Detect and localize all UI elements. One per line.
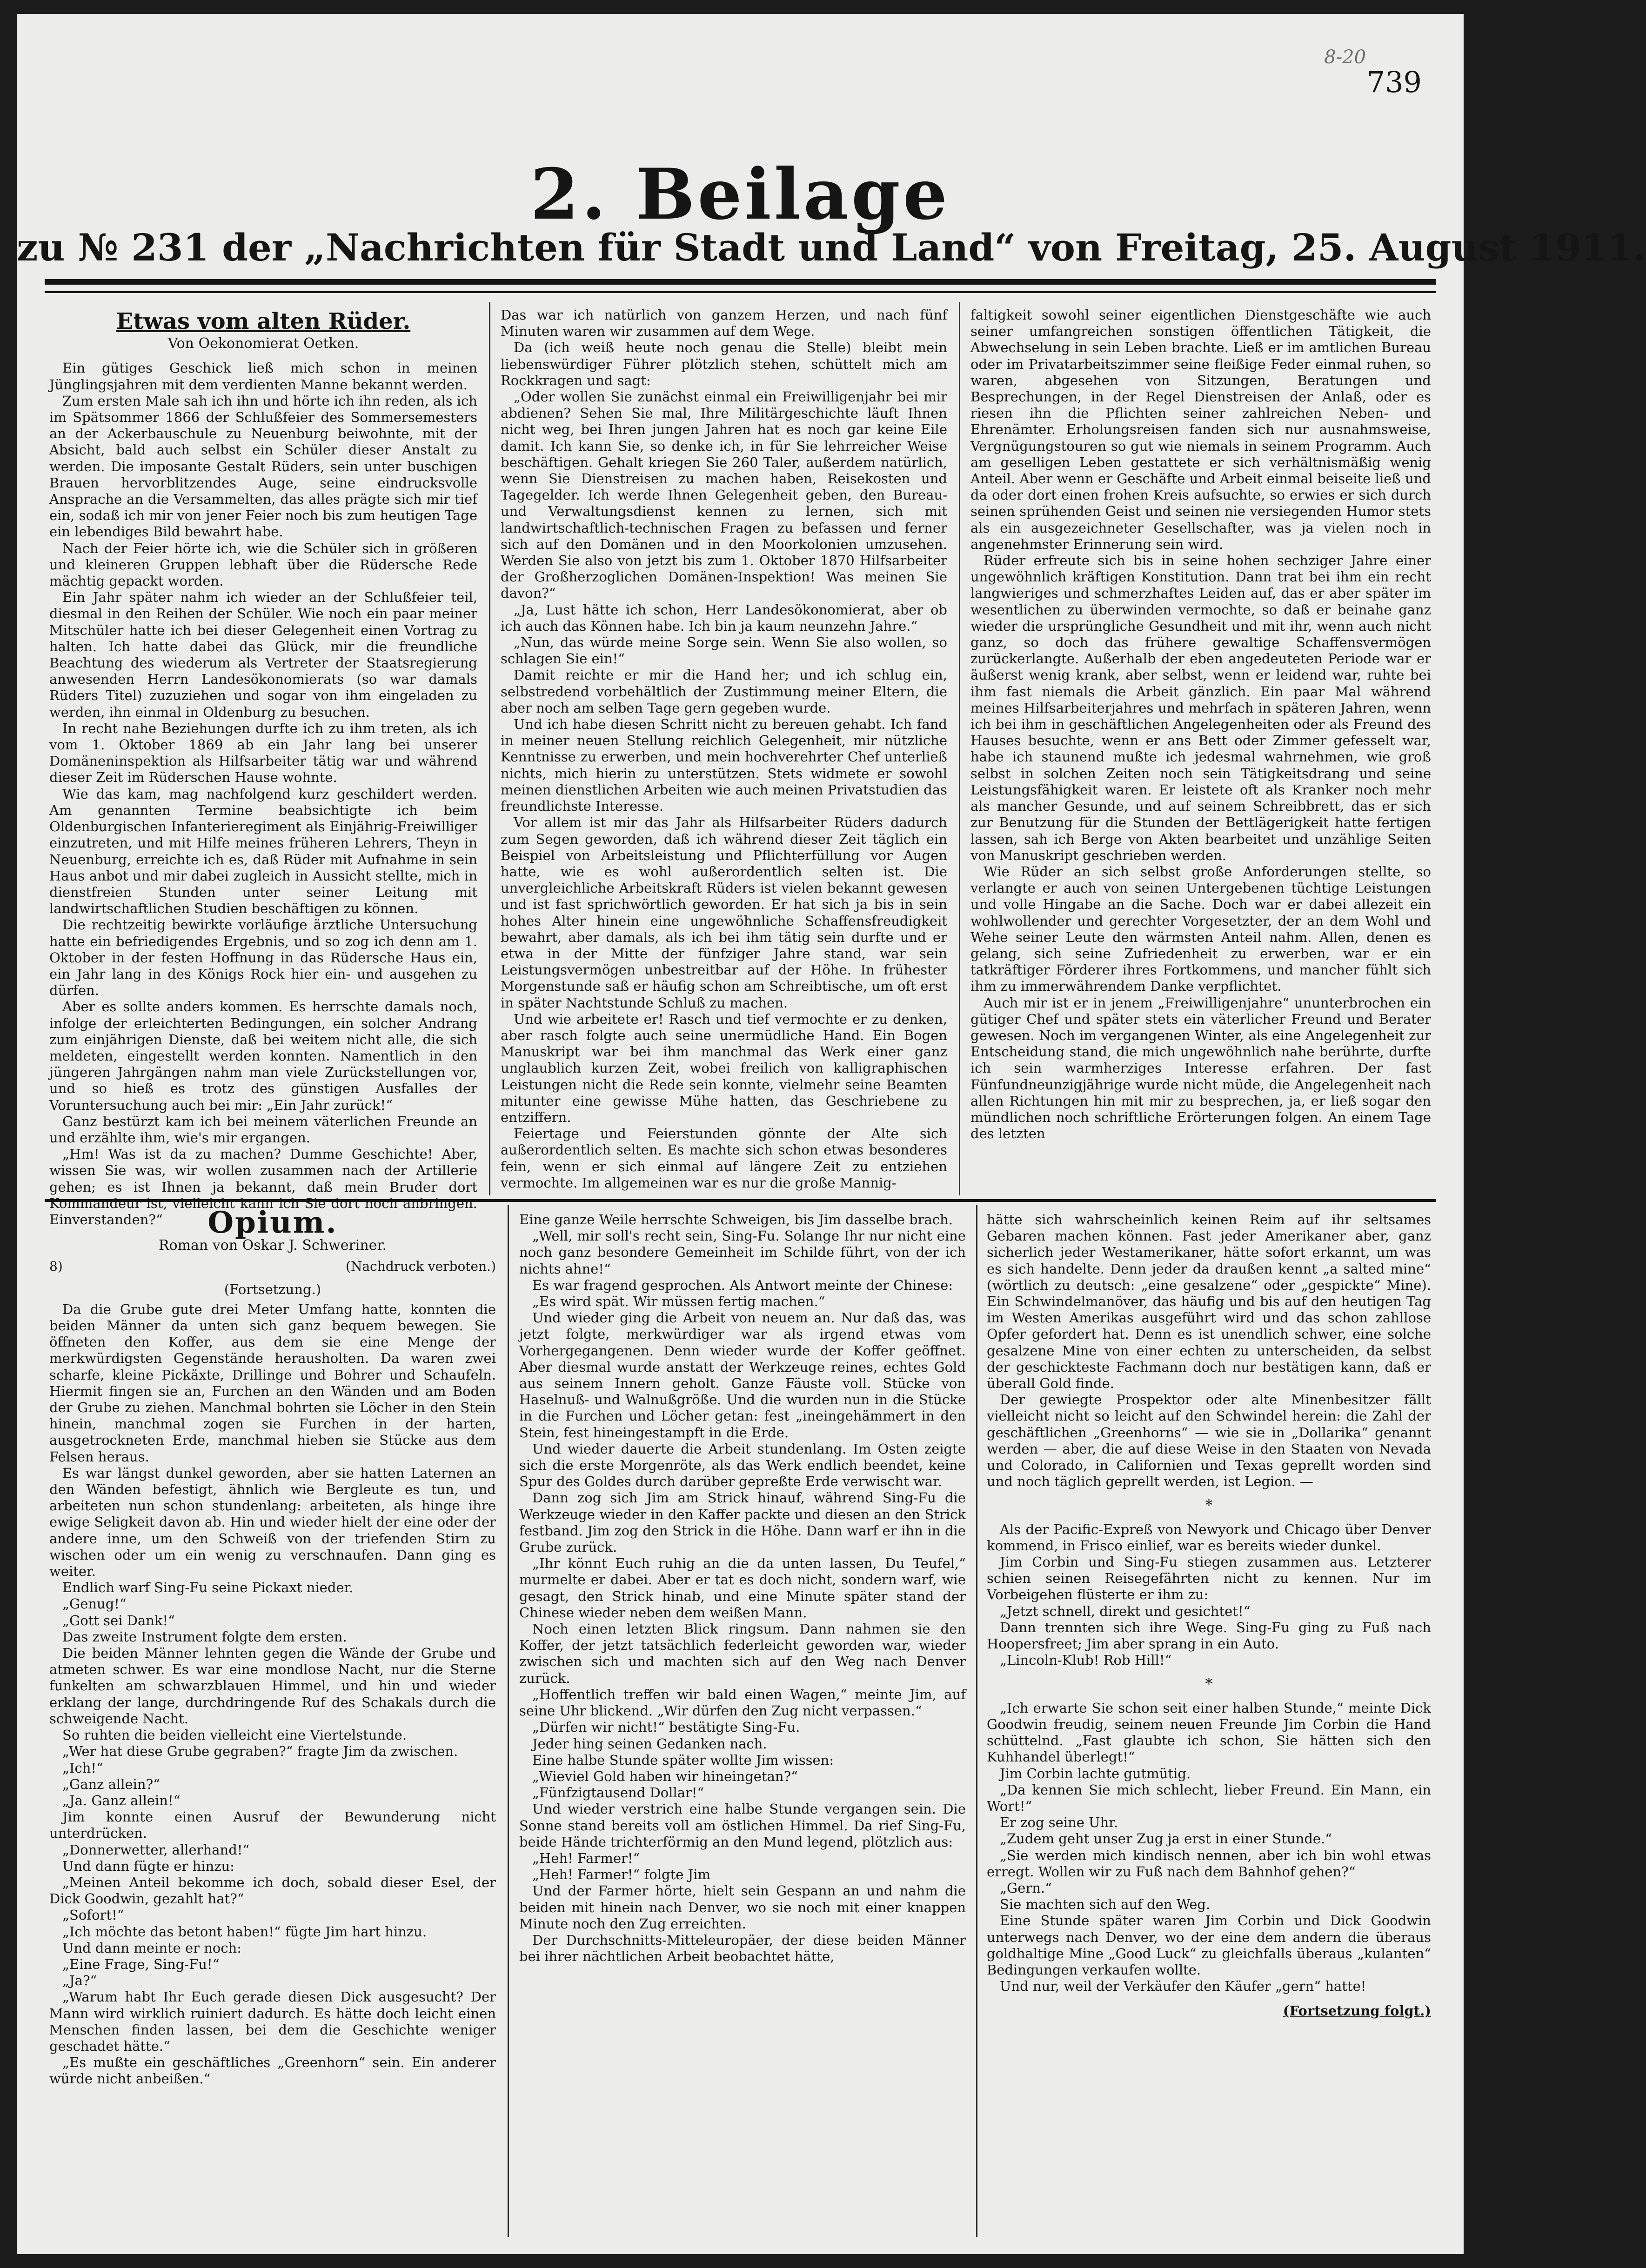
article-paragraph: „Ja, Lust hätte ich schon, Herr Landesökonomierat, aber ob ich auch das Können habe. Ich bin ja kaum neunzehn Jahre.“ <box>501 601 947 634</box>
page-number: 739 <box>1366 65 1422 99</box>
article-paragraph: Rüder erfreute sich bis in seine hohen sechziger Jahre einer ungewöhnlich kräftigen Konstitution. Dann trat bei ihm ein recht langwieriges und schmerzhaftes Leiden auf, das er aber später im wesentlichen zu überwinden vermochte, so daß er beinahe ganz wieder die ursprüngliche Gesundheit und mit ihr, wenn auch nicht ganz, so doch das frühere gewaltige Schaffensvermögen zurückerlangte. Außerhalb der eben angedeuteten Periode war er äußerst wenig krank, aber selbst, wenn er leidend war, ruhte bei ihm fast niemals die Arbeit gänzlich. Ein paar Mal während meines Hilfsarbeiterjahres und mehrfach in späteren Jahren, wenn ich bei ihm in geschäftlichen Angelegenheiten oder als Freund des Hauses besuchte, wenn er ans Bett oder Zimmer gefesselt war, habe ich staunend mußte ich jedesmal wahrnehmen, wie groß selbst in solchen Zeiten noch sein Tätigkeitsdrang und seine Leistungsfähigkeit waren. Er leistete oft als Kranker noch mehr als mancher Gesunde, und auf seinem Schreibbrett, das er sich zur Benutzung für die Stunden der Bettlägerigkeit hatte fertigen lassen, sah ich Berge von Akten bearbeitet und unzählige Seiten von Manuskript geschrieben werden. <box>970 553 1431 863</box>
article-title: Etwas vom alten Rüder. <box>116 308 411 334</box>
novel-paragraph: Sie machten sich auf den Weg. <box>1000 1896 1211 1913</box>
novel-paragraph: „Sie werden mich kindisch nennen, aber ich bin wohl etwas erregt. Wollen wir zu Fuß nach dem Bahnhof gehen?“ <box>987 1847 1431 1880</box>
novel-paragraph: „Heh! Farmer!“ <box>532 1850 640 1866</box>
novel-paragraph: Jim konnte einen Ausruf der Bewunderung nicht unterdrücken. <box>49 1809 496 1841</box>
novel-paragraph: „Well, mir soll's recht sein, Sing-Fu. Solange Ihr nur nicht eine noch ganz besondere Gemeinheit im Schilde führt, von der ich nichts ahne!“ <box>519 1228 966 1277</box>
article-paragraph: Vor allem ist mir das Jahr als Hilfsarbeiter Rüders dadurch zum Segen geworden, daß ich während dieser Zeit täglich ein Beispiel von Arbeitsleistung und Pflichterfüllung vor Augen hatte, wie es wohl außerordentlich selten ist. Die unvergleichliche Arbeitskraft Rüders ist vielen bekannt gewesen und ist fast sprichwörtlich geworden. Er hat sich ja bis in sein hohes Alter hinein eine ungewöhnliche Schaffensfreudigkeit bewahrt, aber damals, als ich bei ihm tätig sein durfte und er etwa in der Mitte der fünfziger Jahre stand, war sein Leistungsvermögen unbestreitbar auf der Höhe. In frühester Morgenstunde saß er häufig schon am Schreibtische, um oft erst in später Nachtstunde Schluß zu machen. <box>501 814 947 1011</box>
novel-paragraph: „Fünfzigtausend Dollar!“ <box>532 1785 704 1801</box>
novel-paragraph: „Ich!“ <box>62 1760 103 1776</box>
novel-paragraph: Eine halbe Stunde später wollte Jim wissen: <box>532 1752 834 1768</box>
novel-paragraph: „Gott sei Dank!“ <box>62 1612 175 1628</box>
novel-subtitle: Roman von Oskar J. Schweriner. <box>158 1237 387 1254</box>
supplement-title: 2. Beilage <box>530 153 950 235</box>
article-paragraph: Das war ich natürlich von ganzem Herzen, und nach fünf Minuten waren wir zusammen auf dem Wege. <box>501 307 947 340</box>
novel-paragraph: „Ihr könnt Euch ruhig an die da unten lassen, Du Teufel,“ murmelte er dabei. Aber er tat es doch nicht, sondern warf, wie gesagt, den Strick hinab, und eine Minute später stand der Chinese wieder neben dem weißen Mann. <box>519 1555 966 1621</box>
novel-paragraph: Und wieder dauerte die Arbeit stundenlang. Im Osten zeigte sich die erste Morgenröte, als das Werk endlich beendet, keine Spur des Goldes durch darüber gepreßte Erde verwischt war. <box>519 1441 966 1490</box>
article-paragraph: „Oder wollen Sie zunächst einmal ein Freiwilligenjahr bei mir abdienen? Sehen Sie mal, Ihre Militärgeschichte läuft Ihnen nicht weg, bei Ihren jungen Jahren hat es noch gar keine Eile damit. Ich kann Sie, so denke ich, in für Sie lehrreicher Weise beschäftigen. Gehalt kriegen Sie 260 Taler, außerdem natürlich, wenn Sie Dienstreisen zu machen haben, Reisekosten und Tagegelder. Ich werde Ihnen Gelegenheit geben, den Bureau- und Verwaltungsdienst kennen zu lernen, sich mit landwirtschaftlich-technischen Fragen zu befassen und ferner sich auf den Domänen und in den Moorkolonien umzusehen. Werden Sie also von jetzt bis zum 1. Oktober 1870 Hilfsarbeiter der Großherzoglichen Domänen-Inspektion! Was meinen Sie davon?“ <box>501 389 947 601</box>
article-paragraph: Ein gütiges Geschick ließ mich schon in meinen Jünglingsjahren mit dem verdienten Manne bekannt werden. <box>49 360 477 393</box>
novel-paragraph: Der Durchschnitts-Mitteleuropäer, der diese beiden Männer bei ihrer nächtlichen Arbeit beobachtet hätte, <box>519 1932 966 1965</box>
novel-paragraph: Jim Corbin lachte gutmütig. <box>1000 1765 1191 1781</box>
novel-paragraph: Dann zog sich Jim am Strick hinauf, während Sing-Fu die Werkzeuge wieder in den Kaffer packte und diesen an den Strick festband. Jim zog den Strick in die Höhe. Dann warf er ihn in die Grube zurück. <box>519 1490 966 1555</box>
article-paragraph: Nach der Feier hörte ich, wie die Schüler sich in größeren und kleineren Gruppen lebhaft über die Rüdersche Rede mächtig gepackt worden. <box>49 540 477 589</box>
novel-paragraph: Als der Pacific-Expreß von Newyork und Chicago über Denver kommend, in Frisco einlief, war es bereits wieder dunkel. <box>987 1521 1431 1554</box>
article-paragraph: Ein Jahr später nahm ich wieder an der Schlußfeier teil, diesmal in den Reihen der Schüler. Wie noch ein paar meiner Mitschüler hatte ich bei dieser Gelegenheit einen Vortrag zu halten. Ich hatte dabei das Glück, mir die freundliche Beachtung des wiederum als Vertreter der Staatsregierung anwesenden Herrn Landesökonomierats (so war damals Rüders Titel) zuzuziehen und sogar von ihm eingeladen zu werden, ihn einmal in Oldenburg zu besuchen. <box>49 589 477 720</box>
novel-paragraph: „Ich erwarte Sie schon seit einer halben Stunde,“ meinte Dick Goodwin freudig, seinem neuen Freunde Jim Corbin die Hand schüttelnd. „Fast glaubte ich schon, Sie hätten sich den Kuhhandel überlegt!“ <box>987 1700 1431 1765</box>
opium-column-3 <box>987 1212 1431 2235</box>
novel-paragraph: „Ganz allein?“ <box>62 1776 160 1792</box>
novel-paragraph: „Es wird spät. Wir müssen fertig machen.“ <box>532 1294 825 1310</box>
novel-paragraph: „Da kennen Sie mich schlecht, lieber Freund. Ein Mann, ein Wort!“ <box>987 1781 1431 1814</box>
novel-paragraph: „Meinen Anteil bekomme ich doch, sobald dieser Esel, der Dick Goodwin, gezahlt hat?“ <box>49 1874 496 1907</box>
novel-title: Opium. <box>207 1205 338 1240</box>
novel-paragraph: „Donnerwetter, allerhand!“ <box>62 1841 250 1858</box>
novel-paragraph: „Ja. Ganz allein!“ <box>62 1792 181 1808</box>
novel-paragraph: hätte sich wahrscheinlich keinen Reim auf ihr seltsames Gebaren machen können. Fast jeder Amerikaner aber, ganz sicherlich jeder Westamerikaner, hätte sofort erkannt, um was es sich handelte. Denn jeder da draußen kennt „a salted mine“ (wörtlich zu deutsch: „eine gesalzene“ oder „gespickte“ Mine). Ein Schwindelmanöver, das häufig und bis auf den heutigen Tag im Westen Amerikas ausgeführt wird und das schon zahllose Opfer gefordert hat. Denn es ist unendlich schwer, eine solche gesalzene Mine von einer echten zu unterscheiden, da selbst der geschickteste Fachmann doch nur bestätigen kann, daß er überall Gold finde. <box>987 1212 1431 1392</box>
novel-paragraph: Endlich warf Sing-Fu seine Pickaxt nieder. <box>62 1580 354 1596</box>
article-paragraph: faltigkeit sowohl seiner eigentlichen Dienstgeschäfte wie auch seiner umfangreichen sonstigen öffentlichen Tätigkeit, die Abwechselung in sein Leben brachte. Ließ er im amtlichen Bureau oder im Privatarbeitszimmer seine fleißige Feder einmal ruhen, so waren, abgesehen von Sitzungen, Beratungen und Besprechungen, in der Regel Dienstreisen der Anlaß, oder es riesen ihn die Pflichten seiner zahlreichen Neben- und Ehrenämter. Erholungsreisen fanden sich nur ausnahmsweise, Vergnügungstouren so gut wie niemals in seinem Programm. Auch am geselligen Leben gestattete er sich verhältnismäßig wenig Anteil. Aber wenn er Geschäfte und Arbeit einmal beiseite ließ und da oder dort einen frohen Kreis aufsuchte, so erwies er sich durch seinen sprühenden Geist und seinen nie versiegenden Humor stets als ein ausgezeichneter Gesellschafter, was ja vielen noch in angenehmster Erinnerung sein wird. <box>970 307 1431 552</box>
novel-paragraph: „Wieviel Gold haben wir hineingetan?“ <box>532 1768 798 1784</box>
to-be-continued: (Fortsetzung folgt.) <box>1283 2003 1431 2019</box>
article-paragraph: Wie das kam, mag nachfolgend kurz geschildert werden. Am genannten Termine beabsichtigte ich beim Oldenburgischen Infanterieregiment als Einjährig-Freiwilliger einzutreten, und mit Hilfe meines früheren Lehrers, Theyn in Neuenburg, erreichte ich es, daß Rüder mit Aufnahme in sein Haus anbot und mir dabei zugleich in Aussicht stellte, mich in dienstfreien Stunden unter seiner Leitung mit landwirtschaftlichen Studien beschäftigen zu können. <box>49 786 477 917</box>
column-divider <box>976 1205 977 2237</box>
section-star: * <box>1205 1675 1213 1693</box>
article-paragraph: Da (ich weiß heute noch genau die Stelle) bleibt mein liebenswürdiger Führer plötzlich stehen, schüttelt mich am Rockkragen und sagt: <box>501 340 947 388</box>
novel-paragraph: Der gewiegte Prospektor oder alte Minenbesitzer fällt vielleicht nicht so leicht auf den Schwindel herein: die Zahl der geschäftlichen „Greenhorns“ — wie sie in „Dollarika“ genannt werden — aber, die auf diese Weise in den Staaten von Nevada und Colorado, in Californien und Texas geprellt worden sind und noch täglich geprellt werden, ist Legion. — <box>987 1392 1431 1490</box>
novel-paragraph: Eine ganze Weile herrschte Schweigen, bis Jim dasselbe brach. <box>519 1212 953 1227</box>
continuation-note: (Fortsetzung.) <box>224 1281 321 1297</box>
novel-paragraph: Und wieder verstrich eine halbe Stunde vergangen sein. Die Sonne stand bereits voll am östlichen Himmel. Da rief Sing-Fu, beide Hände trichterförmig an den Mund legend, plötzlich aus: <box>519 1801 966 1850</box>
column-divider <box>489 302 490 1195</box>
opium-column-1 <box>49 1205 496 2235</box>
article-paragraph: Zum ersten Male sah ich ihn und hörte ich ihn reden, als ich im Spätsommer 1866 der Schlußfeier des Sommersemesters an der Ackerbauschule zu Neuenburg beiwohnte, mit der Absicht, bald auch selbst ein Schüler dieser Anstalt zu werden. Die imposante Gestalt Rüders, sein unter buschigen Brauen hervorblitzendes Auge, seine eindrucksvolle Ansprache an die Versammelten, das alles prägte sich mir tief ein, sodaß ich mir von jener Feier noch bis zum heutigen Tage ein lebendiges Bild bewahrt habe. <box>49 393 477 540</box>
opium-column-2 <box>519 1212 966 2235</box>
novel-paragraph: „Sofort!“ <box>62 1907 124 1923</box>
article-author: Von Oekonomierat Oetken. <box>167 335 359 352</box>
novel-paragraph: „Zudem geht unser Zug ja erst in einer Stunde.“ <box>1000 1831 1332 1847</box>
novel-paragraph: Dann trennten sich ihre Wege. Sing-Fu ging zu Fuß nach Hoopersfreet; Jim aber sprang in ein Auto. <box>987 1619 1431 1652</box>
novel-paragraph: Jeder hing seinen Gedanken nach. <box>532 1735 767 1752</box>
novel-paragraph: Da die Grube gute drei Meter Umfang hatte, konnten die beiden Männer da unten sich ganz bequem bewegen. Sie öffneten den Koffer, aus dem sie eine Menge der merkwürdigsten Gegenstände herausholten. Da waren zwei scharfe, kleine Pickäxte, Drillinge und Bohrer und Schaufeln. Hiermit fingen sie an, Furchen an den Wänden und am Boden der Grube zu ziehen. Manchmal bohrten sie Löcher in den Stein hinein, manchmal zogen sie Furchen in der harten, ausgetrockneten Erde, manchmal hieben sie Stücke aus dem Felsen heraus. <box>49 1301 496 1465</box>
article-paragraph: „Nun, das würde meine Sorge sein. Wenn Sie also wollen, so schlagen Sie ein!“ <box>501 634 947 667</box>
novel-paragraph: Und der Farmer hörte, hielt sein Gespann an und nahm die beiden mit hinein nach Denver, wo sie noch mit einer knappen Minute noch den Zug erreichten. <box>519 1883 966 1932</box>
novel-paragraph: „Hoffentlich treffen wir bald einen Wagen,“ meinte Jim, auf seine Uhr blickend. „Wir dürfen den Zug nicht verpassen.“ <box>519 1686 966 1719</box>
novel-paragraph: „Wer hat diese Grube gegraben?“ fragte Jim da zwischen. <box>62 1743 458 1760</box>
header-rule-thin <box>45 291 1436 293</box>
novel-paragraph: Eine Stunde später waren Jim Corbin und Dick Goodwin unterwegs nach Denver, wo der eine dem andern die überaus goldhaltige Mine „Good Luck“ zu gleichfalls überaus „kulanten“ Bedingungen verkaufen wollte. <box>987 1913 1431 1978</box>
novel-paragraph: Er zog seine Uhr. <box>1000 1814 1118 1831</box>
column-divider <box>959 302 960 1195</box>
issue-line: zu № 231 der „Nachrichten für Stadt und Land“ von Freitag, 25. August 1911. <box>17 226 1646 269</box>
novel-paragraph: Noch einen letzten Blick ringsum. Dann nahmen sie den Koffer, der jetzt tatsächlich federleicht geworden war, wieder zwischen sich und machten sich auf den Weg nach Denver zurück. <box>519 1621 966 1686</box>
section-star: * <box>1205 1496 1213 1514</box>
novel-paragraph: Und nur, weil der Verkäufer den Käufer „gern“ hatte! <box>1000 1978 1366 1995</box>
novel-paragraph: „Dürfen wir nicht!“ bestätigte Sing-Fu. <box>532 1719 800 1735</box>
novel-paragraph: Die beiden Männer lehnten gegen die Wände der Grube und atmeten schwer. Es war eine mondlose Nacht, nur die Sterne funkelten am schwarzblauen Himmel, und hin und wieder erklang der lange, durchdringende Ruf des Schakals durch die schweigende Nacht. <box>49 1645 496 1727</box>
novel-paragraph: Und wieder ging die Arbeit von neuem an. Nur daß das, was jetzt folgte, merkwürdiger war als irgend etwas vom Vorhergegangenen. Denn wieder wurde der Koffer geöffnet. Aber diesmal wurde anstatt der Werkzeuge reines, echtes Gold aus seinem Innern geholt. Ganze Fäuste voll. Stücke von Haselnuß- und Walnußgröße. Und die wurden nun in die Stücke in die Furchen und Löcher getan: fest „ineingehämmert in den Stein, fest hineingestampft in die Erde. <box>519 1310 966 1441</box>
novel-paragraph: So ruhten die beiden vielleicht eine Viertelstunde. <box>62 1727 407 1743</box>
novel-paragraph: „Ja?“ <box>62 1973 97 1989</box>
column-divider <box>508 1205 509 2237</box>
newspaper-page <box>17 14 1646 2254</box>
novel-paragraph: „Gern.“ <box>1000 1880 1052 1896</box>
novel-meta <box>49 1258 496 1274</box>
article-paragraph: Damit reichte er mir die Hand her; und ich schlug ein, selbstredend vorbehältlich der Zustimmung meiner Eltern, die aber noch am selben Tage gern gegeben wurde. <box>501 667 947 716</box>
novel-paragraph: „Ich möchte das betont haben!“ fügte Jim hart hinzu. <box>62 1923 427 1940</box>
novel-paragraph: „Es mußte ein geschäftliches „Greenhorn“ sein. Ein anderer würde nicht anbeißen.“ <box>49 2055 496 2087</box>
reprint-notice: (Nachdruck verboten.) <box>346 1259 496 1274</box>
installment-number: 8) <box>49 1259 63 1274</box>
article-paragraph: „Hm! Was ist da zu machen? Dumme Geschichte! Aber, wissen Sie was, wir wollen zusammen nach der Artillerie gehen; es ist Ihnen ja bekannt, daß mein Bruder dort Kommandeur ist, vielleicht kann ich Sie dort noch anbringen. Einverstanden?“ <box>49 1146 477 1227</box>
novel-paragraph: „Heh! Farmer!“ folgte Jim <box>532 1867 711 1883</box>
article-paragraph: Feiertage und Feierstunden gönnte der Alte sich außerordentlich selten. Es machte sich schon etwas besonderes fein, wenn er sich einmal auf längere Zeit zu entziehen vermochte. Im allgemeinen war es nur die große Mannig- <box>501 1126 947 1191</box>
novel-paragraph: „Warum habt Ihr Euch gerade diesen Dick ausgesucht? Der Mann wird wirklich ruiniert dadurch. Es hätte doch leicht einen Menschen finden lassen, bei dem die Geschichte weniger geschadet hätte.“ <box>49 1989 496 2054</box>
novel-paragraph: „Jetzt schnell, direkt und gesichtet!“ <box>1000 1603 1251 1619</box>
article-paragraph: Ganz bestürzt kam ich bei meinem väterlichen Freunde an und erzählte ihm, wie's mir ergangen. <box>49 1113 477 1146</box>
article-paragraph: Die rechtzeitig bewirkte vorläufige ärztliche Untersuchung hatte ein befriedigendes Ergebnis, und so zog ich denn am 1. Oktober in der festen Hoffnung in das Rüdersche Haus ein, ein Jahr lang in des Königs Rock hier ein- und ausgehen zu dürfen. <box>49 917 477 999</box>
article-paragraph: Und wie arbeitete er! Rasch und tief vermochte er zu denken, aber rasch folgte auch seine unermüdliche Hand. Ein Bogen Manuskript war bei ihm manchmal das Werk einer ganz unglaublich kurzen Zeit, wobei freilich von kalligraphischen Leistungen nicht die Rede sein konnte, vielmehr seine Beamten mitunter eine gewisse Mühe hatten, das Geschriebene zu entziffern. <box>501 1011 947 1125</box>
header-rule-thick <box>45 279 1436 285</box>
novel-paragraph: Und dann fügte er hinzu: <box>62 1858 234 1874</box>
novel-paragraph: „Lincoln-Klub! Rob Hill!“ <box>1000 1652 1172 1668</box>
novel-paragraph: „Genug!“ <box>62 1596 127 1612</box>
article-paragraph: Aber es sollte anders kommen. Es herrschte damals noch, infolge der erleichterten Bedingungen, ein solcher Andrang zum einjährigen Dienste, daß bei weitem nicht alle, die sich meldeten, eingestellt werden konnten. Namentlich in den jüngeren Jahrgängen nahm man viele Zurückstellungen vor, und so hieß es trotz des günstigen Ausfalles der Voruntersuchung auch bei mir: „Ein Jahr zurück!“ <box>49 999 477 1113</box>
article-rueder-column-2 <box>501 307 947 1191</box>
novel-paragraph: Das zweite Instrument folgte dem ersten. <box>62 1628 347 1645</box>
article-paragraph: Auch mir ist er in jenem „Freiwilligenjahre“ ununterbrochen ein gütiger Chef und später stets ein väterlicher Freund und Berater gewesen. Noch im vergangenen Winter, als eine Angelegenheit zur Entscheidung stand, die mich ungewöhnlich nahe berührte, durfte ich sein warmherziges Interesse erfahren. Der fast Fünfundneunzigjährige wurde nicht müde, die Angelegenheit nach allen Richtungen hin mit mir zu besprechen, ja, er ließ sogar den mündlichen noch schriftliche Erörterungen folgen. An einem Tage des letzten <box>970 994 1431 1142</box>
novel-paragraph: Es war fragend gesprochen. Als Antwort meinte der Chinese: <box>532 1277 953 1293</box>
novel-paragraph: Es war längst dunkel geworden, aber sie hatten Laternen an den Wänden befestigt, ähnlich wie Bergleute es tun, und arbeiteten nun schon stundenlang: arbeiteten, als hinge ihre ewige Seligkeit davon ab. Hin und wieder hielt der eine oder der andere inne, um den Schweiß von der triefenden Stirn zu wischen oder um ein wenig zu verschnaufen. Dann ging es weiter. <box>49 1465 496 1580</box>
novel-paragraph: Und dann meinte er noch: <box>62 1940 242 1956</box>
article-paragraph: In recht nahe Beziehungen durfte ich zu ihm treten, als ich vom 1. Oktober 1869 ab ein Jahr lang bei unserer Domäneninspektion als Hilfsarbeiter tätig war und während dieser Zeit im Rüderschen Hause wohnte. <box>49 720 477 786</box>
article-paragraph: Wie Rüder an sich selbst große Anforderungen stellte, so verlangte er auch von seinen Untergebenen tüchtige Leistungen und volle Hingabe an die Sache. Doch war er dabei allezeit ein wohlwollender und gerechter Vorgesetzter, der an dem Wohl und Wehe seiner Leute den wärmsten Anteil nahm. Allen, denen es gelang, sich seine Zufriedenheit zu erwerben, war er ein tatkräftiger Förderer ihres Fortkommens, und mancher fühlt sich ihm zu immerwährendem Danke verpflichtet. <box>970 863 1431 994</box>
novel-paragraph: Jim Corbin und Sing-Fu stiegen zusammen aus. Letzterer schien seinen Reisegefährten nicht zu kennen. Nur im Vorbeigehen flüsterte er ihm zu: <box>987 1554 1431 1603</box>
pencil-annotation: 8-20 <box>1324 47 1366 68</box>
article-paragraph: Und ich habe diesen Schritt nicht zu bereuen gehabt. Ich fand in meiner neuen Stellung reichlich Gelegenheit, mir nützliche Kenntnisse zu erwerben, und mein hochverehrter Chef unterließ nichts, mich hierin zu unterstützen. Stets widmete er sowohl meinen dienstlichen Arbeiten wie auch meinen Privatstudien das freundlichste Interesse. <box>501 716 947 814</box>
article-rueder-column-3 <box>970 307 1431 1191</box>
novel-paragraph: „Eine Frage, Sing-Fu!“ <box>62 1956 220 1972</box>
